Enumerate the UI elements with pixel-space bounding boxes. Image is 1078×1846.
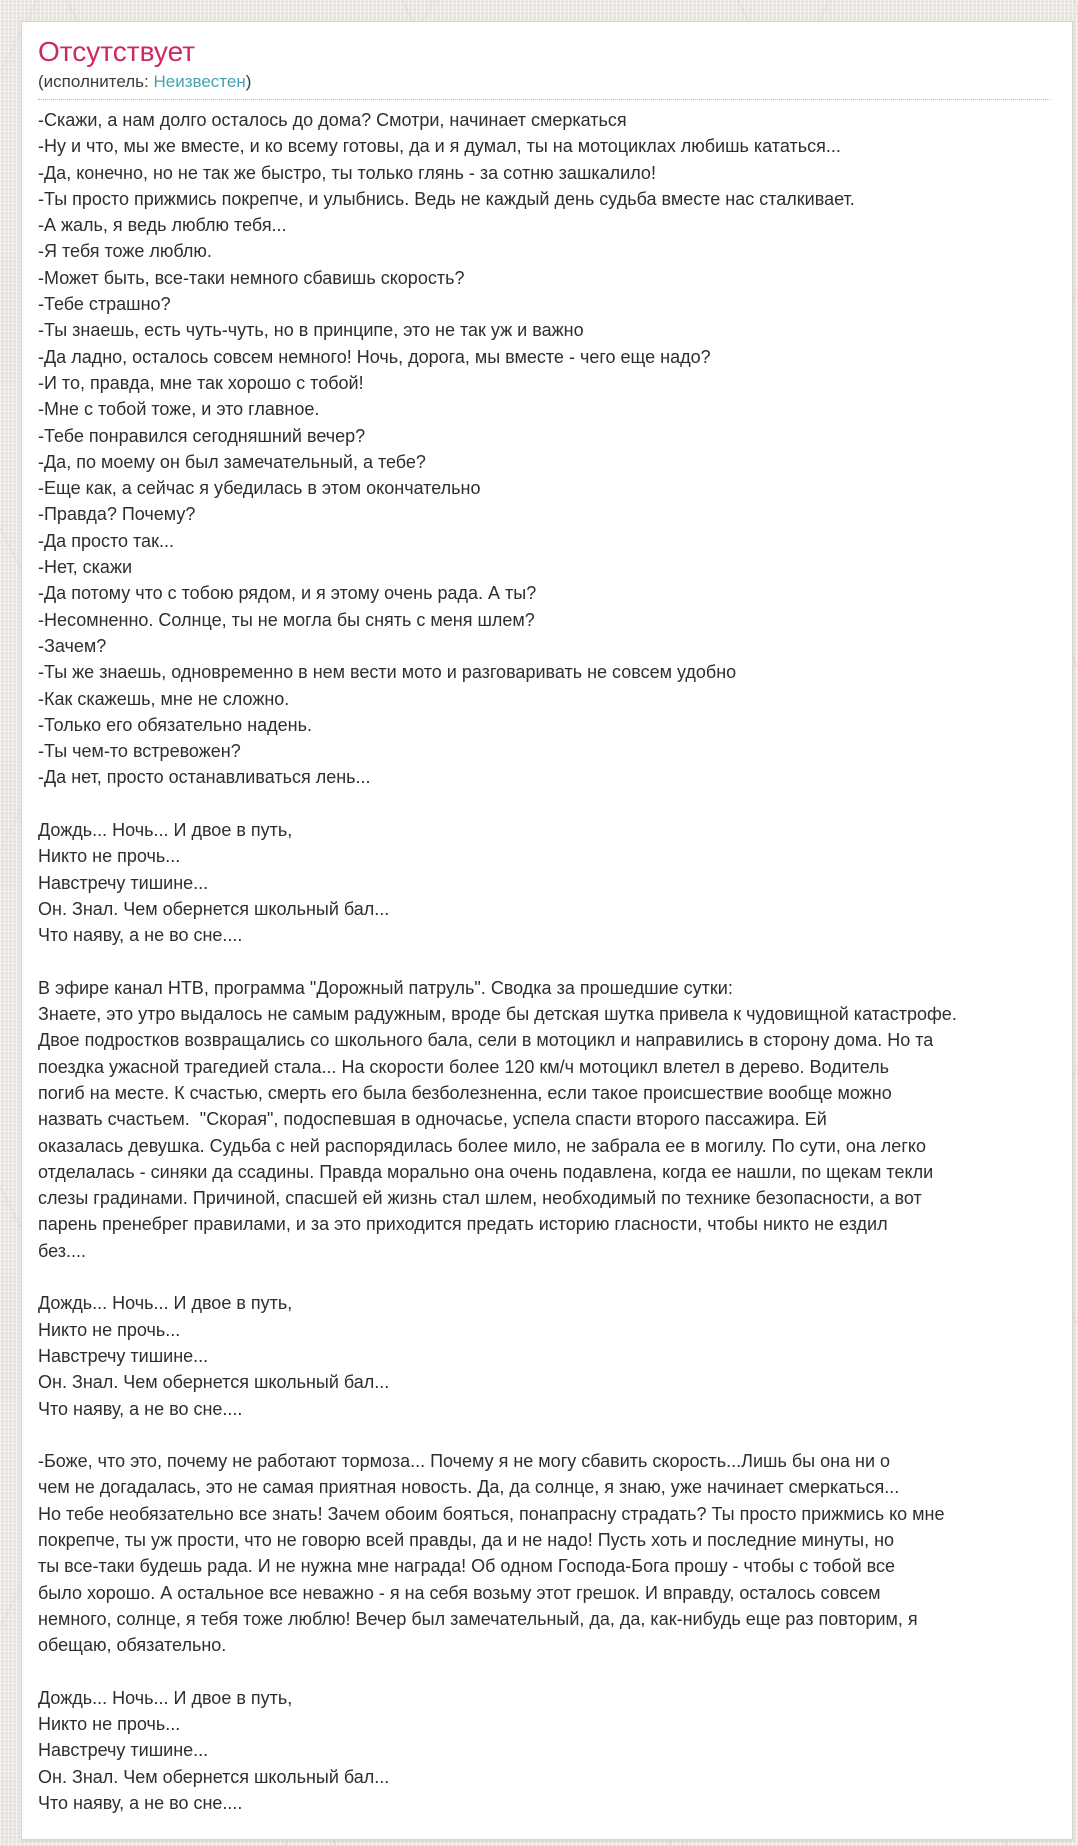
lyric-line: Знаете, это утро выдалось не самым радужным, вроде бы детская шутка привела к чудовищной катастрофе. bbox=[38, 1004, 957, 1025]
lyric-line: -А жаль, я ведь люблю тебя... bbox=[38, 215, 287, 236]
header bbox=[38, 37, 1050, 100]
lyric-line: Никто не прочь... bbox=[38, 846, 181, 867]
lyric-line: -Да нет, просто останавливаться лень... bbox=[38, 767, 371, 788]
artist-link[interactable]: Неизвестен bbox=[153, 72, 246, 91]
lyric-line: ты все-таки будешь рада. И не нужна мне награда! Об одном Господа-Бога прошу - чтобы с тобой все bbox=[38, 1556, 895, 1577]
lyric-line: отделалась - синяки да ссадины. Правда морально она очень подавлена, когда ее нашли, по щекам текли bbox=[38, 1161, 934, 1182]
lyric-line: -Да ладно, осталось совсем немного! Ночь, дорога, мы вместе - чего еще надо? bbox=[38, 346, 711, 367]
lyric-line: обещаю, обязательно. bbox=[38, 1635, 227, 1656]
lyric-line: Он. Знал. Чем обернется школьный бал... bbox=[38, 1372, 390, 1393]
lyric-line: поездка ужасной трагедией стала... На скорости более 120 км/ч мотоцикл влетел в дерево. Водитель bbox=[38, 1056, 890, 1077]
lyric-line: Что наяву, а не во сне.... bbox=[38, 1793, 243, 1813]
lyric-line: В эфире канал НТВ, программа "Дорожный патруль". Сводка за прошедшие сутки: bbox=[38, 977, 733, 998]
lyrics-card bbox=[21, 21, 1073, 1840]
lyric-line: -Ты же знаешь, одновременно в нем вести мото и разговаривать не совсем удобно bbox=[38, 662, 737, 683]
lyric-line: -Да, конечно, но не так же быстро, ты только глянь - за сотню зашкалило! bbox=[38, 162, 656, 183]
lyric-line: -Да потому что с тобою рядом, и я этому очень рада. А ты? bbox=[38, 583, 537, 604]
lyric-line: парень пренебрег правилами, и за это приходится предать историю гласности, чтобы никто не ездил bbox=[38, 1214, 888, 1235]
lyric-line: -Ну и что, мы же вместе, и ко всему готовы, да и я думал, ты на мотоциклах любишь кататься... bbox=[38, 136, 841, 157]
lyric-line: -Да просто так... bbox=[38, 530, 174, 551]
lyric-line: -Правда? Почему? bbox=[38, 504, 196, 525]
lyric-line: -Скажи, а нам долго осталось до дома? Смотри, начинает смеркаться bbox=[38, 110, 627, 130]
lyric-line: назвать счастьем. "Скорая", подоспевшая в одночасье, успела спасти второго пассажира. Ей bbox=[38, 1109, 827, 1130]
lyric-line: чем не догадалась, это не самая приятная новость. Да, да солнце, я знаю, уже начинает смеркаться... bbox=[38, 1477, 900, 1498]
lyric-line: Двое подростков возвращались со школьного бала, сели в мотоцикл и направились в сторону дома. Но та bbox=[38, 1030, 934, 1051]
lyric-line: -Только его обязательно надень. bbox=[38, 714, 312, 735]
lyric-line: было хорошо. А остальное все неважно - я на себя возьму этот грешок. И вправду, осталось совсем bbox=[38, 1582, 881, 1603]
lyric-line bbox=[38, 791, 1072, 817]
lyric-line: -Как скажешь, мне не сложно. bbox=[38, 688, 290, 709]
lyric-line bbox=[38, 949, 1072, 975]
lyric-line: -Тебе страшно? bbox=[38, 294, 171, 315]
lyric-line: Он. Знал. Чем обернется школьный бал... bbox=[38, 898, 390, 919]
artist-line bbox=[38, 72, 1050, 92]
lyric-line: Никто не прочь... bbox=[38, 1714, 181, 1735]
lyric-line: Навстречу тишине... bbox=[38, 872, 209, 893]
lyric-line: Навстречу тишине... bbox=[38, 1740, 209, 1761]
lyric-line: Дождь... Ночь... И двое в путь, bbox=[38, 1687, 293, 1708]
lyric-line: Никто не прочь... bbox=[38, 1319, 181, 1340]
lyric-line: -Может быть, все-таки немного сбавишь скорость? bbox=[38, 267, 465, 288]
lyric-line: -Несомненно. Солнце, ты не могла бы снять с меня шлем? bbox=[38, 609, 535, 630]
song-title: Отсутствует bbox=[38, 36, 196, 67]
lyric-line: -Зачем? bbox=[38, 635, 107, 656]
lyric-line bbox=[38, 1264, 1072, 1290]
lyric-line: -И то, правда, мне так хорошо с тобой! bbox=[38, 372, 364, 393]
lyric-line bbox=[38, 1659, 1072, 1685]
lyrics-text bbox=[38, 107, 1072, 1816]
lyric-line: Навстречу тишине... bbox=[38, 1345, 209, 1366]
lyric-line: Но тебе необязательно все знать! Зачем обоим бояться, понапрасну страдать? Ты просто прижмись ко мне bbox=[38, 1503, 945, 1524]
lyric-line: без.... bbox=[38, 1240, 86, 1261]
lyric-line bbox=[38, 1422, 1072, 1448]
lyric-line: -Да, по моему он был замечательный, а тебе? bbox=[38, 451, 426, 472]
lyric-line: -Я тебя тоже люблю. bbox=[38, 241, 212, 262]
lyric-line: немного, солнце, я тебя тоже люблю! Вечер был замечательный, да, да, как-нибудь еще раз повторим, я bbox=[38, 1608, 918, 1629]
lyric-line: -Ты знаешь, есть чуть-чуть, но в принципе, это не так уж и важно bbox=[38, 320, 584, 341]
lyric-line: -Тебе понравился сегодняшний вечер? bbox=[38, 425, 366, 446]
lyric-line: покрепче, ты уж прости, что не говорю всей правды, да и не надо! Пусть хоть и последние минуты, но bbox=[38, 1530, 895, 1551]
lyric-line: оказалась девушка. Судьба с ней распорядилась более мило, не забрала ее в могилу. По сути, она легко bbox=[38, 1135, 926, 1156]
lyric-line: -Ты чем-то встревожен? bbox=[38, 741, 241, 762]
lyric-line: Что наяву, а не во сне.... bbox=[38, 925, 243, 946]
lyric-line: -Мне с тобой тоже, и это главное. bbox=[38, 399, 320, 420]
artist-prefix-label: (исполнитель: bbox=[38, 72, 154, 91]
lyric-line: -Боже, что это, почему не работают тормоза... Почему я не могу сбавить скорость...Лишь бы она ни о bbox=[38, 1451, 891, 1472]
lyric-line: слезы градинами. Причиной, спасшей ей жизнь стал шлем, необходимый по технике безопасности, а вот bbox=[38, 1188, 922, 1209]
artist-suffix-label: ) bbox=[245, 72, 252, 91]
lyric-line: Дождь... Ночь... И двое в путь, bbox=[38, 1293, 293, 1314]
lyric-line: Дождь... Ночь... И двое в путь, bbox=[38, 820, 293, 841]
lyric-line: Он. Знал. Чем обернется школьный бал... bbox=[38, 1766, 390, 1787]
lyric-line: -Еще как, а сейчас я убедилась в этом окончательно bbox=[38, 478, 481, 499]
lyric-line: Что наяву, а не во сне.... bbox=[38, 1398, 243, 1419]
lyric-line: -Нет, скажи bbox=[38, 557, 133, 578]
lyric-line: -Ты просто прижмись покрепче, и улыбнись. Ведь не каждый день судьба вместе нас сталкивает. bbox=[38, 188, 855, 209]
lyric-line: погиб на месте. К счастью, смерть его была безболезненна, если такое происшествие вообще можно bbox=[38, 1082, 892, 1103]
